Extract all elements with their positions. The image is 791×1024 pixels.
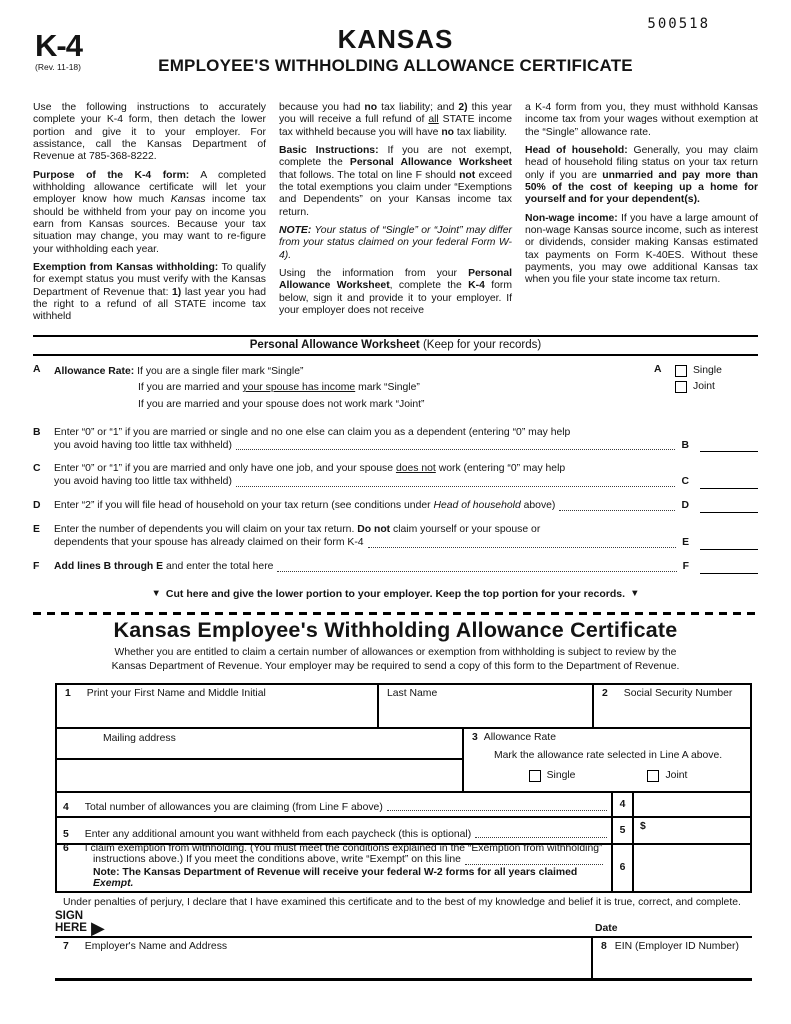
single-option-label: Single [693, 365, 722, 377]
line-e-letter: E [33, 524, 40, 536]
instruction-paragraph: NOTE: Your status of “Single” or “Joint” may differ from your status claimed on your federal Form W-4). [279, 224, 512, 261]
line-d-letter: D [33, 500, 41, 512]
instruction-paragraph: Non-wage income: If you have a large amount of non-wage Kansas source income, such as interest or dividends, consider making Kansas estimated tax payments on Form K-40ES. Without these payments, you may owe additional Kansas tax when you file your state income tax return. [525, 212, 758, 286]
mailing-address-label: Mailing address [103, 732, 176, 744]
certificate-single-option [529, 770, 576, 782]
field-2-number: 2 [602, 687, 608, 699]
line-e-end-letter: E [682, 537, 689, 549]
line-f-end-letter: F [682, 561, 689, 573]
employer-name-label: Employer's Name and Address [84, 940, 228, 952]
form-header [33, 10, 758, 92]
ssn-label: Social Security Number [623, 687, 733, 699]
joint-option-label: Joint [665, 770, 688, 782]
date-label: Date [595, 922, 618, 934]
field-4-dotted-leader [387, 810, 607, 811]
single-option-label: Single [546, 770, 576, 782]
first-name-field[interactable] [57, 685, 377, 727]
line-a-text-1: If you are a single filer mark “Single” [137, 365, 304, 377]
field-6-note: Note: The Kansas Department of Revenue will receive your federal W-2 forms for all years claimed Exempt. [93, 866, 578, 889]
worksheet-line-e [33, 524, 758, 550]
line-e-input[interactable] [700, 537, 758, 550]
worksheet-title: Personal Allowance Worksheet [249, 338, 420, 351]
dollar-sign: $ [640, 820, 646, 832]
allowance-rate-field [462, 729, 750, 791]
cut-arrow-down-icon: ▼ [151, 588, 161, 600]
field-3-number: 3 [472, 731, 478, 743]
employer-row [55, 936, 752, 981]
sign-here-label: SIGN HERE [55, 909, 87, 934]
line-a-text-2: If you are married and your spouse has income mark “Single” [138, 382, 420, 394]
field-6-dotted-leader [465, 864, 603, 865]
field-6-label-line-1: I claim exemption from withholding. (You must meet the conditions explained in the “Exemption from withholding” [84, 842, 603, 854]
worksheet-line-c [33, 463, 758, 489]
line-c-letter: C [33, 463, 41, 475]
worksheet-line-a [33, 364, 758, 414]
worksheet-title-note: (Keep for your records) [419, 338, 542, 351]
line-d-input[interactable] [700, 500, 758, 513]
form-code-block [35, 30, 82, 72]
field-6-label-line-2: instructions above.) If you meet the conditions above, write “Exempt” on this line [93, 853, 461, 865]
allowance-rate-field-label: Allowance Rate [483, 731, 556, 743]
line-f-letter: F [33, 561, 40, 573]
perjury-statement: Under penalties of perjury, I declare that I have examined this certificate and to the best of my knowledge and belief it is true, correct, and complete. [63, 896, 741, 908]
line-c-text-1: Enter “0” or “1” if you are married and only have one job, and your spouse does not work (entering “0” may help [54, 463, 566, 475]
last-name-label: Last Name [387, 687, 438, 699]
mailing-address-field[interactable] [57, 729, 462, 791]
instructions-column-3 [525, 102, 758, 330]
field-4-box-number: 4 [611, 793, 634, 816]
serial-number: 500518 [647, 16, 710, 32]
last-name-field[interactable] [377, 685, 592, 727]
certificate-table [55, 683, 752, 981]
field-6-input[interactable] [634, 845, 750, 891]
field-6-box-number: 6 [611, 845, 634, 891]
form-title: EMPLOYEE'S WITHHOLDING ALLOWANCE CERTIFICATE [158, 56, 633, 76]
instruction-paragraph: a K-4 form from you, they must withhold Kansas income tax from your wages without exemption at the “Single” allowance rate. [525, 102, 758, 138]
field-1-number: 1 [65, 687, 71, 699]
field-4-number: 4 [63, 801, 69, 813]
line-b-text-1: Enter “0” or “1” if you are married or single and no one else can claim you as a dependent (entering “0” may help [54, 426, 571, 438]
instruction-paragraph: Purpose of the K-4 form: A completed withholding allowance certificate will let your employer know how much Kansas income tax should be withheld from your pay on income you earn from Kansas sources. Because your tax situation may change, you may want to re-figure your withholding each year. [33, 169, 266, 255]
cut-here-notice [33, 588, 758, 600]
line-e-text-1: Enter the number of dependents you will claim on your tax return. Do not claim yourself or your spouse or [54, 524, 541, 536]
allowance-rate-label: Allowance Rate: [54, 365, 135, 377]
worksheet-single-option [675, 365, 722, 377]
mailing-address-divider [57, 758, 462, 760]
field-6-row [57, 842, 750, 891]
dashed-cut-line [33, 612, 758, 615]
line-b-input[interactable] [700, 439, 758, 452]
field-4-label: Total number of allowances you are claiming (from Line F above) [84, 801, 383, 813]
certificate-subtitle-line-2: Kansas Department of Revenue. Your employer may be required to send a copy of this form to the Department of Revenue. [111, 660, 680, 672]
personal-allowance-worksheet [33, 364, 758, 575]
certificate-subtitle-line-1: Whether you are entitled to claim a certain number of allowances or exemption from withholding is subject to review by the [114, 647, 677, 659]
ein-label: EIN (Employer ID Number) [614, 940, 739, 952]
joint-checkbox-icon[interactable] [675, 381, 687, 393]
state-title: KANSAS [337, 24, 454, 54]
worksheet-line-f [33, 561, 758, 574]
line-f-input[interactable] [700, 561, 758, 574]
line-b-dotted-leader [236, 449, 676, 450]
certificate-title: Kansas Employee's Withholding Allowance Certificate [113, 618, 678, 643]
instruction-paragraph: because you had no tax liability; and 2) this year you will receive a full refund of all STATE income tax withheld because you will have no tax liability. [279, 102, 512, 138]
field-4-input[interactable] [634, 793, 750, 816]
ein-field[interactable] [591, 938, 752, 978]
sign-here-arrow-icon: ▶ [90, 918, 105, 939]
line-a-letter: A [33, 363, 41, 375]
field-5-input[interactable] [634, 818, 750, 843]
joint-option-label: Joint [693, 381, 715, 393]
field-4-row [57, 793, 750, 818]
worksheet-joint-option [675, 381, 722, 393]
cut-here-text: Cut here and give the lower portion to your employer. Keep the top portion for your records. [165, 588, 626, 601]
signature-area[interactable] [55, 908, 752, 939]
field-5-number: 5 [63, 828, 69, 840]
instructions-column-1 [33, 102, 266, 330]
line-f-dotted-leader [277, 571, 676, 572]
instruction-paragraph: Head of household: Generally, you may claim head of household filing status on your tax return only if you are unmarried and pay more than 50% of the cost of keeping up a home for yourself and for your dependent(s). [525, 144, 758, 206]
certificate-joint-option [647, 770, 687, 782]
single-checkbox-icon[interactable] [675, 365, 687, 377]
line-e-dotted-leader [368, 547, 676, 548]
line-f-text: Add lines B through E and enter the total here [54, 561, 274, 573]
line-c-text-2: you avoid having too little tax withheld) [54, 476, 232, 488]
line-b-text-2: you avoid having too little tax withheld) [54, 439, 232, 451]
field-7-number: 7 [63, 940, 69, 952]
field-6-number: 6 [63, 842, 69, 854]
line-d-text: Enter “2” if you will file head of household on your tax return (see conditions under Head of household above) [54, 500, 556, 512]
instruction-paragraph: Basic Instructions: If you are not exempt, complete the Personal Allowance Worksheet that follows. The total on line F should not exceed the total exemptions you claim under “Exemptions and Dependents” on your Kansas income tax return. [279, 144, 512, 218]
line-a-text-3: If you are married and your spouse does not work mark “Joint” [138, 398, 425, 410]
instructions-column-2 [279, 102, 512, 330]
instruction-paragraph: Exemption from Kansas withholding: To qualify for exempt status you must verify with the Kansas Department of Revenue that: 1) last year you had the right to a refund of all STATE income tax withheld [33, 261, 266, 323]
worksheet-header [33, 335, 758, 356]
single-checkbox-icon[interactable] [529, 770, 541, 782]
field-5-row [57, 818, 750, 845]
line-b-end-letter: B [681, 439, 689, 451]
allowance-rate-note: Mark the allowance rate selected in Line A above. [494, 749, 723, 761]
line-d-end-letter: D [681, 500, 689, 512]
first-name-label: Print your First Name and Middle Initial [86, 687, 266, 699]
field-5-label: Enter any additional amount you want withheld from each paycheck (this is optional) [84, 828, 472, 840]
instruction-paragraph: Using the information from your Personal Allowance Worksheet, complete the K-4 form below, sign it and provide it to your employer. If your employer does not receive [279, 267, 512, 316]
line-c-input[interactable] [700, 476, 758, 489]
instructions-section [33, 102, 758, 330]
line-d-dotted-leader [559, 510, 675, 511]
field-5-box-number: 5 [611, 818, 634, 843]
worksheet-line-b [33, 427, 758, 453]
joint-checkbox-icon[interactable] [647, 770, 659, 782]
form-code: K-4 [35, 28, 82, 63]
instruction-paragraph: Use the following instructions to accurately complete your K-4 form, then detach the lower portion and give it to your employer. For assistance, call the Kansas Department of Revenue at 785-368-8222. [33, 102, 266, 163]
employer-name-field[interactable] [55, 938, 591, 978]
field-8-number: 8 [601, 940, 607, 952]
line-c-end-letter: C [681, 476, 689, 488]
worksheet-line-d [33, 500, 758, 513]
line-b-letter: B [33, 426, 41, 438]
field-5-dotted-leader [475, 837, 607, 838]
line-a-answer-letter: A [654, 363, 662, 375]
cut-arrow-down-icon: ▼ [630, 588, 640, 600]
ssn-field[interactable] [592, 685, 750, 727]
revision-label: (Rev. 11-18) [35, 62, 81, 72]
line-c-dotted-leader [236, 486, 676, 487]
line-e-text-2: dependents that your spouse has already claimed on their form K-4 [54, 537, 364, 549]
